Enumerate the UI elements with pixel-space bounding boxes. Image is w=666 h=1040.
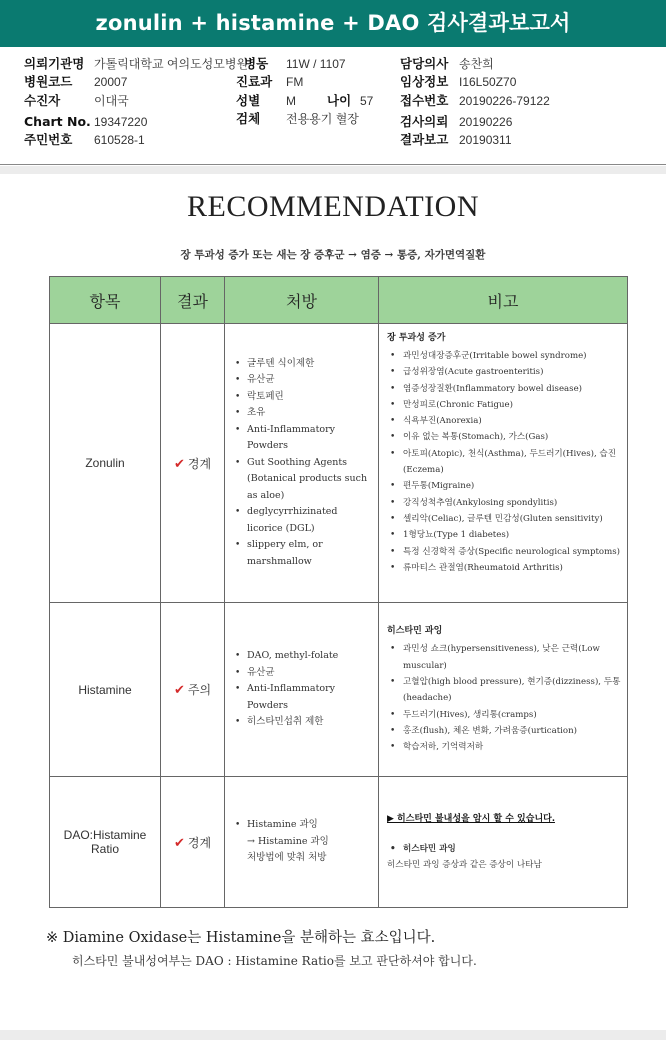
list-item: • slippery elm, or marshmallow [229, 537, 374, 570]
remarks-warning: ▶ 히스타민 불내성을 암시 할 수 있습니다. [387, 813, 555, 824]
list-item: • 두드러기(Hives), 생리통(cramps) [387, 707, 621, 723]
list-item: • 편두통(Migraine) [387, 478, 621, 494]
result-cell [161, 777, 225, 908]
specimen-label: 검체 [236, 111, 261, 126]
rx-line: Histamine 과잉 [247, 819, 318, 831]
department-value: FM [286, 75, 304, 89]
list-item: • 홍조(flush), 체온 변화, 가려움증(urtication) [387, 723, 621, 739]
check-icon: ✔ [173, 835, 185, 851]
rx-line: 처방법에 맞춰 처방 [247, 852, 327, 864]
request-date-value: 20190226 [459, 115, 513, 129]
list-item: • 락토페린 [229, 389, 374, 406]
list-item: • 과민성 쇼크(hypersensitiveness), 낮은 근력(Low muscular) [387, 641, 621, 674]
header-prescription: 처방 [225, 277, 379, 324]
recommendation-title: RECOMMENDATION [187, 190, 479, 223]
ward-value: 11W / 1107 [286, 57, 346, 71]
remarks-heading: 히스타민 과잉 [387, 626, 443, 637]
item-name: Zonulin [50, 324, 161, 603]
list-item: • 류마티스 관절염(Rheumatoid Arthritis) [387, 560, 621, 576]
remarks-cell [379, 603, 628, 777]
list-item: • 유산균 [229, 665, 374, 682]
chart-no-label: Chart No. [24, 114, 91, 129]
report-date-value: 20190311 [459, 133, 512, 147]
header-item: 항목 [50, 277, 161, 324]
list-item: • 학습저하, 기억력저하 [387, 739, 621, 755]
hospital-code-value: 20007 [94, 75, 128, 89]
list-item: • 1형당뇨(Type 1 diabetes) [387, 527, 621, 543]
list-item: • 셀리악(Celiac), 글루텐 민감성(Gluten sensitivity) [387, 511, 621, 527]
institution-value: 가톨릭대학교 여의도성모병원 [94, 57, 249, 71]
list-item: • 아토피(Atopic), 천식(Asthma), 두드러기(Hives), 습진(Eczema) [387, 446, 621, 479]
prescription-cell [225, 603, 379, 777]
report-title: zonulin + histamine + DAO 검사결과보고서 [0, 0, 666, 47]
remarks-cell [379, 777, 628, 908]
bottom-divider [0, 1030, 666, 1040]
item-name: Histamine [50, 603, 161, 777]
footer-note-2: 히스타민 불내성여부는 DAO : Histamine Ratio를 보고 판단하셔야 합니다. [72, 954, 477, 968]
check-icon: ✔ [173, 456, 185, 472]
resident-no-value: 610528-1 [94, 133, 145, 147]
table-row-zonulin [50, 324, 628, 603]
patient-name-label: 수진자 [24, 93, 61, 108]
table-row-dao-ratio [50, 777, 628, 908]
clinical-info-value: I16L50Z70 [459, 75, 517, 89]
remarks-list [387, 641, 621, 755]
list-item: • 유산균 [229, 372, 374, 389]
table-row-histamine [50, 603, 628, 777]
result-cell [161, 603, 225, 777]
result-value: 경계 [187, 456, 212, 471]
item-name: DAO:Histamine Ratio [50, 777, 161, 908]
list-item: • 강직성척추염(Ankylosing spondylitis) [387, 495, 621, 511]
department-label: 진료과 [236, 74, 273, 89]
age-label: 나이 [327, 93, 352, 108]
list-item: • 염증성장질환(Inflammatory bowel disease) [387, 381, 621, 397]
header-remarks: 비고 [379, 277, 628, 324]
list-item: • 고혈압(high blood pressure), 현기증(dizziness), 두통(headache) [387, 674, 621, 707]
list-item: • 히스타민 과잉 [387, 841, 621, 857]
table-header-row [50, 277, 628, 324]
remarks-cell [379, 324, 628, 603]
list-item: • 과민성대장증후군(Irritable bowel syndrome) [387, 348, 621, 364]
remarks-list [387, 841, 621, 857]
age-value: 57 [360, 94, 374, 108]
resident-no-label: 주민번호 [24, 132, 73, 147]
list-item [229, 817, 374, 867]
result-value: 주의 [187, 683, 212, 697]
result-cell [161, 324, 225, 603]
prescription-cell [225, 777, 379, 908]
remarks-text: 히스타민 과잉 증상과 같은 증상이 나타남 [387, 860, 542, 871]
list-item: • Anti-Inflammatory Powders [229, 422, 374, 455]
prescription-list [229, 356, 374, 571]
remarks-list [387, 348, 621, 576]
hospital-code-label: 병원코드 [24, 74, 73, 89]
patient-info-block [0, 47, 666, 165]
list-item: • 식욕부진(Anorexia) [387, 413, 621, 429]
list-item: • Anti-Inflammatory Powders [229, 681, 374, 714]
rx-line: → Histamine 과잉 [247, 835, 329, 847]
chart-no-value: 19347220 [94, 115, 148, 129]
list-item: • deglycyrrhizinated licorice (DGL) [229, 504, 374, 537]
list-item: • 글루텐 식이제한 [229, 356, 374, 373]
doctor-label: 담당의사 [400, 56, 449, 71]
specimen-value: 전용용기 혈장 [286, 112, 359, 126]
list-item: • 특정 신경학적 증상(Specific neurological symptoms) [387, 544, 621, 560]
receipt-no-label: 접수번호 [400, 93, 449, 108]
list-item: • Gut Soothing Agents (Botanical products such as aloe) [229, 455, 374, 505]
check-icon: ✔ [173, 683, 185, 698]
receipt-no-value: 20190226-79122 [459, 94, 550, 108]
list-item: • 히스타민섭취 제한 [229, 714, 374, 731]
recommendation-subtitle: 장 투과성 증가 또는 새는 장 증후군 → 염증 → 통증, 자가면역질환 [180, 249, 486, 261]
patient-name-value: 이대국 [94, 94, 129, 108]
doctor-value: 송찬희 [459, 57, 494, 71]
institution-label: 의뢰기관명 [24, 56, 85, 71]
ward-label: 병동 [244, 56, 269, 71]
list-item: • DAO, methyl-folate [229, 648, 374, 665]
clinical-info-label: 임상정보 [400, 74, 449, 89]
list-item: • 초유 [229, 405, 374, 422]
list-item: • 이유 없는 복통(Stomach), 가스(Gas) [387, 429, 621, 445]
prescription-list [229, 648, 374, 731]
report-date-label: 결과보고 [400, 132, 449, 147]
sex-value: M [286, 94, 296, 108]
request-date-label: 검사의뢰 [400, 114, 449, 129]
list-item: • 급성위장염(Acute gastroenteritis) [387, 364, 621, 380]
result-value: 경계 [187, 835, 212, 850]
prescription-cell [225, 324, 379, 603]
sex-label: 성별 [236, 93, 261, 108]
section-divider [0, 166, 666, 174]
recommendation-table [49, 276, 628, 908]
footer-note-1: ※ Diamine Oxidase는 Histamine을 분해하는 효소입니다. [46, 930, 436, 946]
header-result: 결과 [161, 277, 225, 324]
prescription-list [229, 817, 374, 867]
remarks-heading: 장 투과성 증가 [387, 333, 446, 343]
list-item: • 만성피로(Chronic Fatigue) [387, 397, 621, 413]
